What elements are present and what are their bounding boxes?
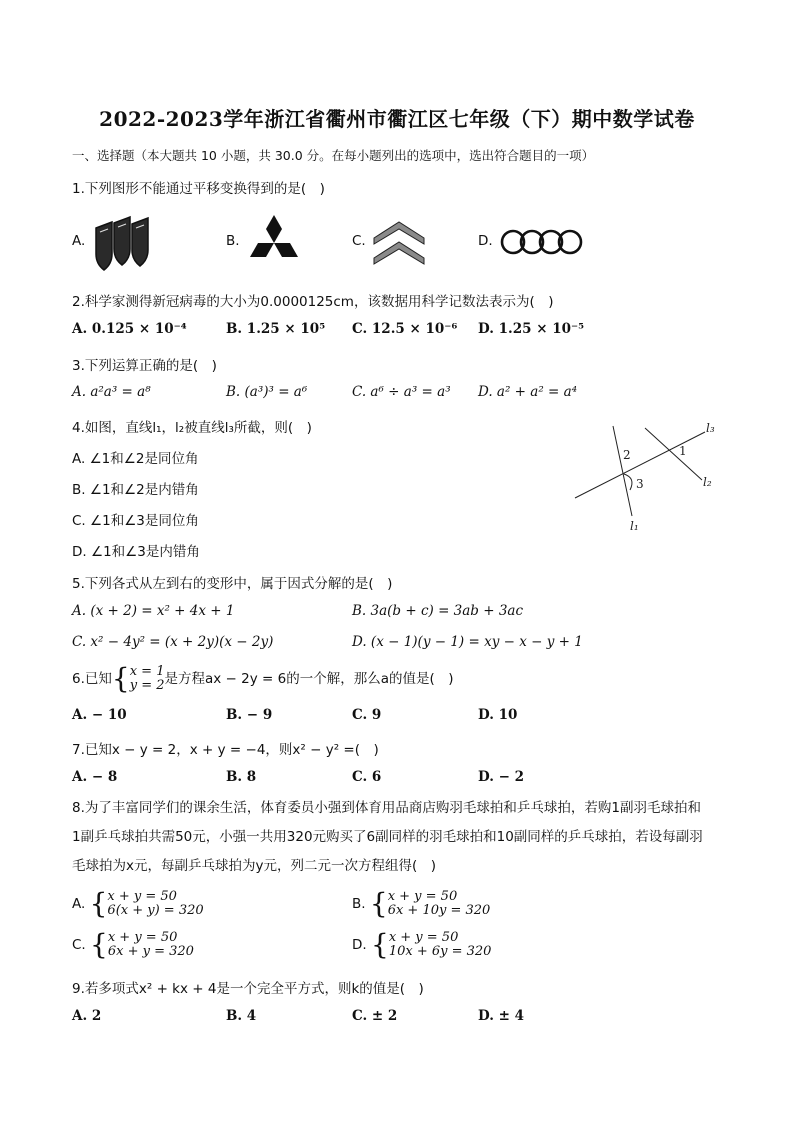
q2-option-c: C. 12.5 × 10⁻⁶ bbox=[352, 321, 458, 337]
q3-option-a: A. a²a³ = a⁸ bbox=[72, 384, 151, 400]
q7-option-b: B. 8 bbox=[226, 769, 257, 785]
q9-option-c: C. ± 2 bbox=[352, 1008, 398, 1024]
q3-option-d: D. a² + a² = a⁴ bbox=[478, 384, 578, 400]
q1-option-c-label: C. bbox=[352, 233, 366, 249]
q1-option-a-label: A. bbox=[72, 233, 86, 249]
q8-line-3: 毛球拍为x元，每副乒乓球拍为y元，列二元一次方程组得( ) bbox=[72, 858, 437, 874]
q8-c-row-1: x + y = 50 bbox=[107, 930, 178, 945]
q5-option-a: A. (x + 2) = x² + 4x + 1 bbox=[72, 603, 235, 619]
q2-option-a: A. 0.125 × 10⁻⁴ bbox=[72, 321, 187, 337]
q8-option-d: D. { x + y = 50 10x + 6y = 320 bbox=[352, 928, 492, 961]
q2-option-d: D. 1.25 × 10⁻⁵ bbox=[478, 321, 585, 337]
q8-option-b: B. { x + y = 50 6x + 10y = 320 bbox=[352, 887, 491, 920]
question-1-stem: 1.下列图形不能通过平移变换得到的是( ) bbox=[72, 181, 325, 197]
four-rings-logo-image bbox=[500, 228, 584, 256]
q6-option-c: C. 9 bbox=[352, 707, 382, 723]
q7-option-c: C. 6 bbox=[352, 769, 382, 785]
q3-option-c: C. a⁶ ÷ a³ = a³ bbox=[352, 384, 451, 400]
q4-option-a: A. ∠1和∠2是同位角 bbox=[72, 451, 199, 467]
angle-1-label: 1 bbox=[679, 444, 687, 458]
q8-line-1: 8.为了丰富同学们的课余生活，体育委员小强到体育用品商店购羽毛球拍和乒乓球拍，若购1副羽毛球拍和 bbox=[72, 800, 701, 816]
q8-c-row-2: 6x + y = 320 bbox=[107, 944, 194, 959]
question-7-stem: 7.已知x − y = 2，x + y = −4，则x² − y² =( ) bbox=[72, 742, 379, 758]
q8-line-2: 1副乒乓球拍共需50元，小强一共用320元购买了6副同样的羽毛球拍和10副同样的乒乓球拍，若设每副羽 bbox=[72, 829, 703, 845]
q6-option-a: A. − 10 bbox=[72, 707, 127, 723]
q4-option-d: D. ∠1和∠3是内错角 bbox=[72, 544, 200, 560]
chevrons-logo-image bbox=[372, 218, 426, 266]
label-l3: l₃ bbox=[706, 421, 715, 435]
q5-option-c: C. x² − 4y² = (x + 2y)(x − 2y) bbox=[72, 634, 274, 650]
q6-stem-suffix: 是方程ax − 2y = 6的一个解，那么a的值是( ) bbox=[164, 671, 454, 687]
section-heading: 一、选择题（本大题共 10 小题，共 30.0 分。在每小题列出的选项中，选出符合题目的一项） bbox=[72, 148, 595, 163]
q3-option-b: B. (a³)³ = a⁶ bbox=[226, 384, 308, 400]
question-3-stem: 3.下列运算正确的是( ) bbox=[72, 358, 217, 374]
q6-option-b: B. − 9 bbox=[226, 707, 273, 723]
question-9-stem: 9.若多项式x² + kx + 4是一个完全平方式，则k的值是( ) bbox=[72, 981, 424, 997]
label-l2: l₂ bbox=[703, 475, 712, 489]
q1-option-b-label: B. bbox=[226, 233, 240, 249]
shields-logo-image bbox=[92, 214, 162, 272]
q4-option-c: C. ∠1和∠3是同位角 bbox=[72, 513, 199, 529]
q8-b-row-2: 6x + 10y = 320 bbox=[387, 903, 491, 918]
q5-option-b: B. 3a(b + c) = 3ab + 3ac bbox=[352, 603, 524, 619]
q1-option-d-label: D. bbox=[478, 233, 493, 249]
q8-d-row-1: x + y = 50 bbox=[388, 930, 459, 945]
q8-option-a: A. { x + y = 50 6(x + y) = 320 bbox=[72, 887, 204, 920]
lines-angle-figure bbox=[570, 418, 730, 538]
q6-equation-system: { x = 1 y = 2 bbox=[111, 662, 165, 695]
diamonds-logo-image bbox=[246, 215, 302, 267]
label-l1: l₁ bbox=[630, 519, 639, 533]
q6-system-row-2: y = 2 bbox=[129, 678, 165, 693]
q9-option-b: B. 4 bbox=[226, 1008, 257, 1024]
q6-option-d: D. 10 bbox=[478, 707, 518, 723]
q7-option-d: D. − 2 bbox=[478, 769, 525, 785]
q9-option-d: D. ± 4 bbox=[478, 1008, 525, 1024]
question-8-stem bbox=[72, 794, 732, 881]
q4-option-b: B. ∠1和∠2是内错角 bbox=[72, 482, 199, 498]
angle-2-label: 2 bbox=[623, 448, 631, 462]
question-5-stem: 5.下列各式从左到右的变形中，属于因式分解的是( ) bbox=[72, 576, 393, 592]
q5-option-d: D. (x − 1)(y − 1) = xy − x − y + 1 bbox=[352, 634, 583, 650]
q9-option-a: A. 2 bbox=[72, 1008, 102, 1024]
q8-b-row-1: x + y = 50 bbox=[387, 889, 458, 904]
question-6-stem bbox=[72, 664, 454, 694]
q8-a-row-1: x + y = 50 bbox=[107, 889, 177, 904]
q2-option-b: B. 1.25 × 10⁵ bbox=[226, 321, 326, 337]
question-2-stem: 2.科学家测得新冠病毒的大小为0.0000125cm，该数据用科学记数法表示为( ) bbox=[72, 294, 554, 310]
q8-a-row-2: 6(x + y) = 320 bbox=[107, 903, 204, 918]
page-title: 2022-2023学年浙江省衢州市衢江区七年级（下）期中数学试卷 bbox=[99, 107, 695, 131]
q8-option-c: C. { x + y = 50 6x + y = 320 bbox=[72, 928, 194, 961]
angle-3-label: 3 bbox=[636, 477, 644, 491]
question-4-stem: 4.如图，直线l₁，l₂被直线l₃所截，则( ) bbox=[72, 420, 312, 436]
q7-option-a: A. − 8 bbox=[72, 769, 118, 785]
q8-d-row-2: 10x + 6y = 320 bbox=[388, 944, 492, 959]
q6-system-row-1: x = 1 bbox=[129, 664, 165, 679]
q6-stem-prefix: 6.已知 bbox=[72, 671, 112, 687]
line-l2 bbox=[645, 428, 702, 480]
